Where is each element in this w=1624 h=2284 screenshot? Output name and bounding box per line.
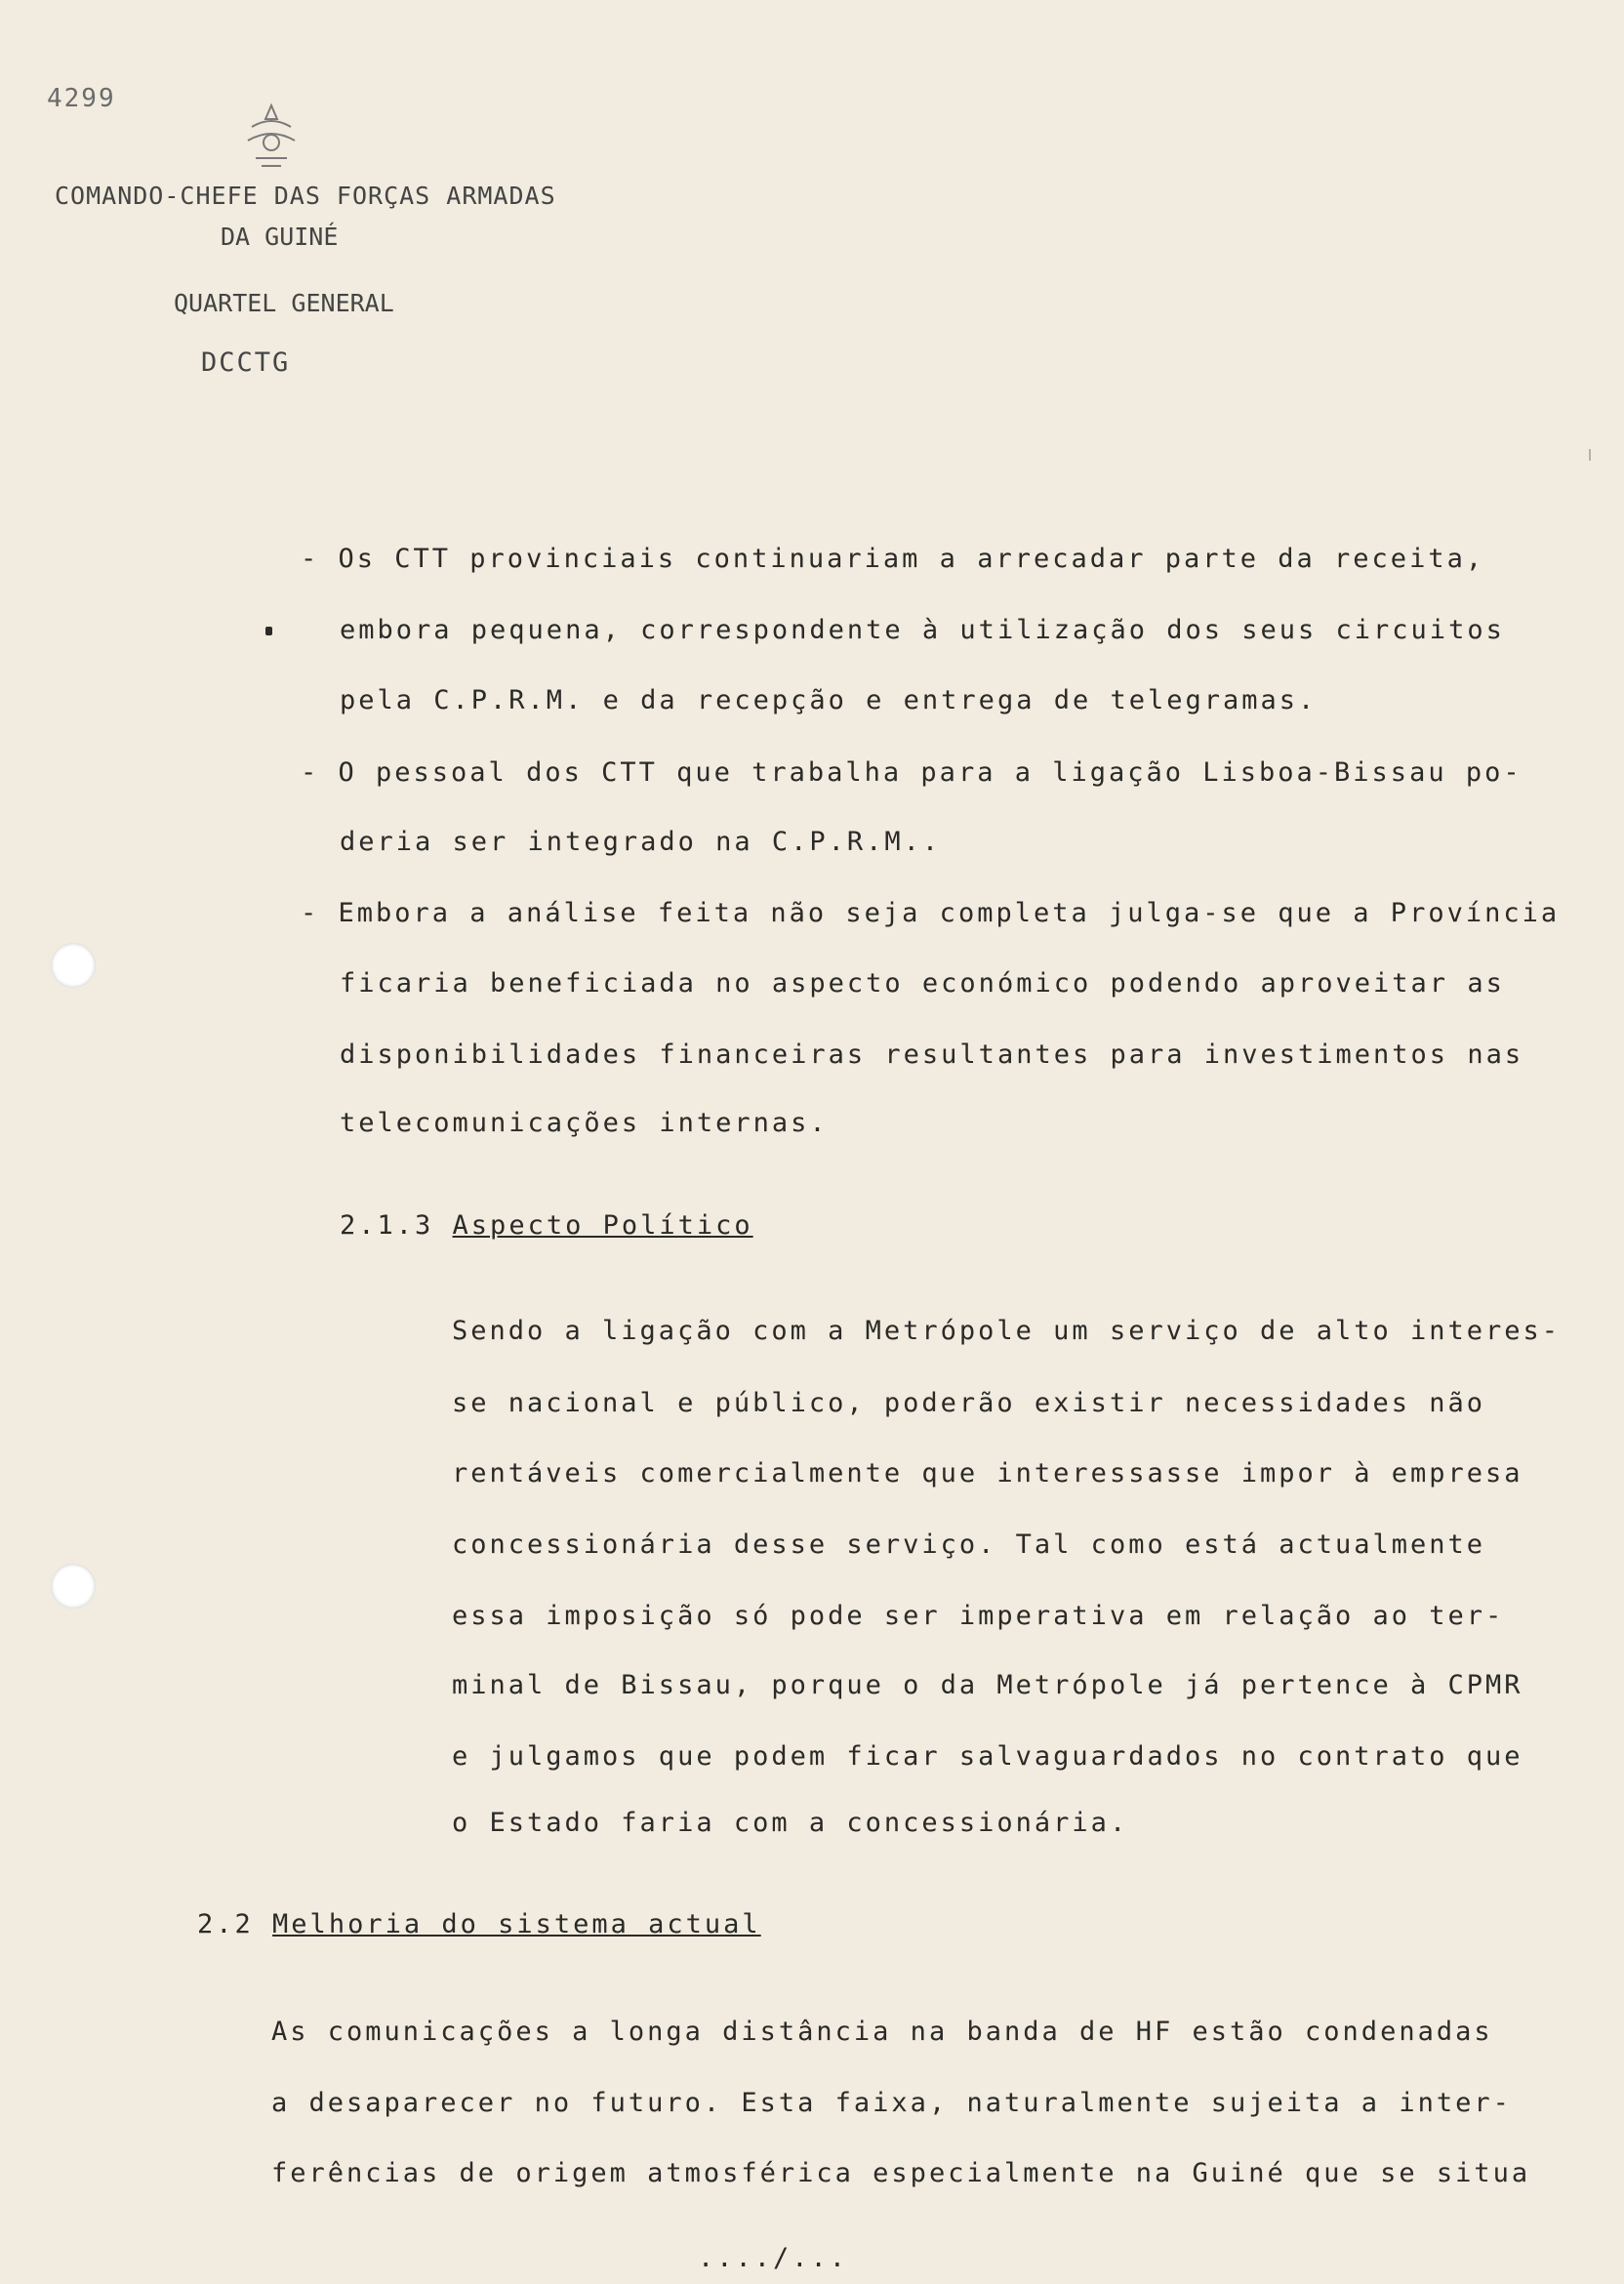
text-line: rentáveis comercialmente que interessasse impor à empresa [452, 1458, 1523, 1489]
text-line: - Embora a análise feita não seja completa julga-se que a Província [301, 898, 1561, 928]
page-continuation: ..../... [698, 2243, 849, 2273]
text-line: e julgamos que podem ficar salvaguardados no contrato que [452, 1741, 1523, 1772]
crest-emblem-icon [223, 98, 320, 176]
text-line: ferências de origem atmosférica especialmente na Guiné que se situa [271, 2158, 1531, 2188]
punch-hole-bottom [51, 1564, 96, 1609]
paper-mark [1589, 449, 1591, 461]
text-line: - Os CTT provinciais continuariam a arrecadar parte da receita, [301, 544, 1485, 574]
section-title: Melhoria do sistema actual [272, 1909, 761, 1939]
letterhead-department: DCCTG [201, 347, 291, 378]
stamp-number: 4299 [47, 84, 116, 113]
letterhead-command: COMANDO-CHEFE DAS FORÇAS ARMADAS [55, 182, 556, 210]
section-heading-2-2 [197, 1909, 761, 1939]
text-line: As comunicações a longa distância na banda de HF estão condenadas [271, 2017, 1493, 2047]
section-number: 2.2 [197, 1909, 254, 1939]
section-number: 2.1.3 [340, 1210, 434, 1241]
text-line: o Estado faria com a concessionária. [452, 1808, 1129, 1838]
section-heading-2-1-3 [340, 1210, 753, 1241]
text-line: se nacional e público, poderão existir necessidades não [452, 1388, 1486, 1418]
text-line: disponibilidades financeiras resultantes para investimentos nas [340, 1040, 1524, 1070]
text-line: - O pessoal dos CTT que trabalha para a ligação Lisboa-Bissau po- [301, 757, 1522, 788]
margin-mark [265, 627, 272, 635]
text-line: concessionária desse serviço. Tal como está actualmente [452, 1529, 1486, 1560]
text-line: ficaria beneficiada no aspecto económico podendo aproveitar as [340, 968, 1505, 999]
text-line: pela C.P.R.M. e da recepção e entrega de telegramas. [340, 685, 1318, 715]
text-line: deria ser integrado na C.P.R.M.. [340, 827, 942, 857]
letterhead-region: DA GUINÉ [221, 223, 339, 251]
text-line: Sendo a ligação com a Metrópole um serviço de alto interes- [452, 1316, 1562, 1346]
text-line: essa imposição só pode ser imperativa em relação ao ter- [452, 1601, 1505, 1631]
text-line: telecomunicações internas. [340, 1108, 829, 1138]
letterhead-hq: QUARTEL GENERAL [174, 289, 394, 317]
text-line: embora pequena, correspondente à utilização dos seus circuitos [340, 615, 1505, 645]
punch-hole-top [51, 943, 96, 988]
text-line: a desaparecer no futuro. Esta faixa, naturalmente sujeita a inter- [271, 2088, 1512, 2118]
text-line: minal de Bissau, porque o da Metrópole já pertence à CPMR [452, 1670, 1523, 1700]
section-title: Aspecto Político [452, 1210, 753, 1241]
